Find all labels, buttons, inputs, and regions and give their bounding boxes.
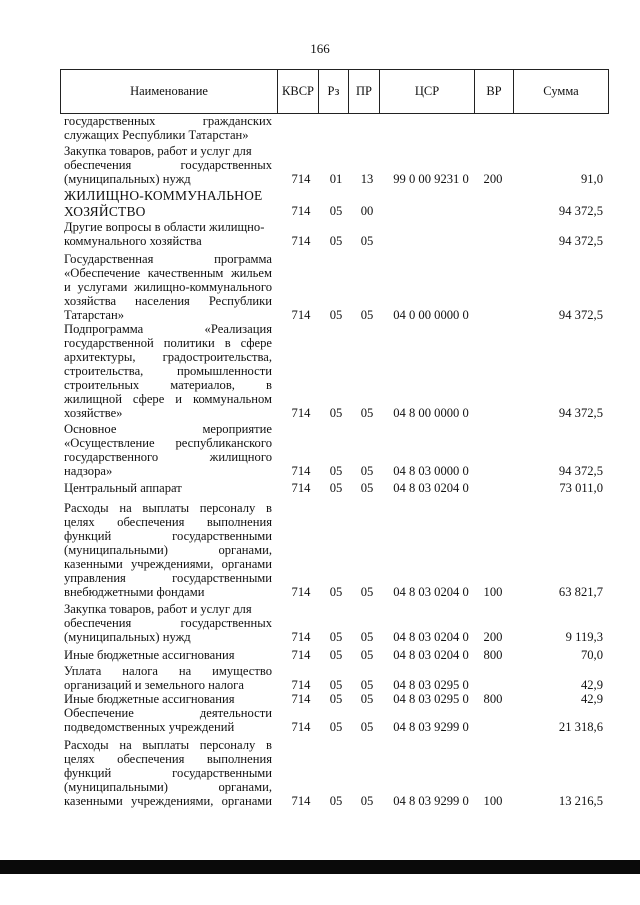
row-name-line: функций государственными bbox=[64, 766, 272, 780]
row-name-line: ХОЗЯЙСТВО bbox=[64, 203, 146, 219]
row-name-line: функций государственными bbox=[64, 529, 272, 543]
header-csr: ЦСР bbox=[380, 70, 475, 113]
cell-sum: 63 821,7 bbox=[558, 585, 603, 599]
cell-csr: 04 0 00 0000 0 bbox=[393, 308, 469, 322]
cell-csr: 04 8 03 0204 0 bbox=[393, 585, 469, 599]
cell-kvsr: 714 bbox=[291, 234, 311, 248]
row-name-line: архитектуры, градостроительства, bbox=[64, 350, 272, 364]
row-name bbox=[64, 664, 272, 692]
cell-sum: 94 372,5 bbox=[558, 203, 603, 218]
cell-sum: 70,0 bbox=[580, 648, 603, 662]
cell-rz: 05 bbox=[329, 481, 343, 495]
cell-pr: 05 bbox=[360, 794, 374, 808]
row-name-line: и услугами жилищно-коммунального bbox=[64, 280, 272, 294]
cell-rz: 05 bbox=[329, 406, 343, 420]
cell-kvsr: 714 bbox=[291, 172, 311, 186]
row-name-line: надзора» bbox=[64, 464, 113, 478]
cell-sum: 94 372,5 bbox=[558, 234, 603, 248]
cell-vr: 200 bbox=[483, 630, 503, 644]
row-name-line: государственного жилищного bbox=[64, 450, 272, 464]
row-name-line: «Обеспечение качественным жильем bbox=[64, 266, 272, 280]
cell-sum: 94 372,5 bbox=[558, 308, 603, 322]
header-kvsr: КВСР bbox=[278, 70, 319, 113]
cell-rz: 05 bbox=[329, 585, 343, 599]
row-name-line: Центральный аппарат bbox=[64, 481, 182, 495]
row-name-line: Основное мероприятие bbox=[64, 422, 272, 436]
cell-pr: 05 bbox=[360, 678, 374, 692]
cell-rz: 01 bbox=[329, 172, 343, 186]
page-number: 166 bbox=[310, 41, 330, 56]
cell-vr: 100 bbox=[483, 794, 503, 808]
cell-csr: 99 0 00 9231 0 bbox=[393, 172, 469, 186]
cell-rz: 05 bbox=[329, 692, 343, 706]
cell-rz: 05 bbox=[329, 630, 343, 644]
cell-sum: 21 318,6 bbox=[558, 720, 603, 734]
row-name-line: (муниципальными) органами, bbox=[64, 780, 272, 794]
cell-csr: 04 8 03 9299 0 bbox=[393, 794, 469, 808]
cell-rz: 05 bbox=[329, 648, 343, 662]
cell-kvsr: 714 bbox=[291, 481, 311, 495]
row-name-line: казенными учреждениями, органами bbox=[64, 557, 272, 571]
row-name-line: внебюджетными фондами bbox=[64, 585, 205, 599]
cell-rz: 05 bbox=[329, 720, 343, 734]
row-name-line: строительных материалов, в bbox=[64, 378, 272, 392]
row-name bbox=[64, 692, 272, 706]
cell-pr: 05 bbox=[360, 585, 374, 599]
row-name-line: Закупка товаров, работ и услуг для bbox=[64, 144, 252, 158]
cell-sum: 94 372,5 bbox=[558, 406, 603, 420]
row-name bbox=[64, 252, 272, 322]
row-name-line: Подпрограмма «Реализация bbox=[64, 322, 272, 336]
cell-kvsr: 714 bbox=[291, 794, 311, 808]
row-name-line: строительства, промышленности bbox=[64, 364, 272, 378]
row-name-line: Иные бюджетные ассигнования bbox=[64, 648, 235, 662]
cell-sum: 42,9 bbox=[580, 678, 603, 692]
cell-rz: 05 bbox=[329, 234, 343, 248]
cell-kvsr: 714 bbox=[291, 720, 311, 734]
cell-kvsr: 714 bbox=[291, 464, 311, 478]
row-name-line: обеспечения государственных bbox=[64, 158, 272, 172]
row-name-line: Уплата налога на имущество bbox=[64, 664, 272, 678]
row-name-line: ЖИЛИЩНО-КОММУНАЛЬНОЕ bbox=[64, 188, 263, 203]
row-name bbox=[64, 602, 272, 644]
cell-vr: 800 bbox=[483, 648, 503, 662]
cell-pr: 05 bbox=[360, 234, 374, 248]
cell-csr: 04 8 03 0204 0 bbox=[393, 481, 469, 495]
row-name-line: «Осуществление республиканского bbox=[64, 436, 272, 450]
row-name-line: государственных гражданских bbox=[64, 114, 272, 128]
row-name-line: Иные бюджетные ассигнования bbox=[64, 692, 235, 706]
cell-sum: 13 216,5 bbox=[558, 794, 603, 808]
cell-pr: 05 bbox=[360, 464, 374, 478]
row-name-line: Государственная программа bbox=[64, 252, 272, 266]
header-pr: ПР bbox=[349, 70, 380, 113]
cell-sum: 94 372,5 bbox=[558, 464, 603, 478]
row-name bbox=[64, 738, 272, 808]
row-name bbox=[64, 220, 272, 248]
cell-sum: 9 119,3 bbox=[565, 630, 603, 644]
row-name-line: Расходы на выплаты персоналу в bbox=[64, 738, 272, 752]
row-name-line: хозяйства населения Республики bbox=[64, 294, 272, 308]
row-name bbox=[64, 706, 272, 734]
row-name bbox=[64, 648, 272, 662]
cell-kvsr: 714 bbox=[291, 630, 311, 644]
header-vr: ВР bbox=[475, 70, 514, 113]
row-name-line: обеспечения государственных bbox=[64, 616, 272, 630]
row-name-line: казенными учреждениями, органами bbox=[64, 794, 272, 808]
cell-csr: 04 8 00 0000 0 bbox=[393, 406, 469, 420]
cell-csr: 04 8 03 9299 0 bbox=[393, 720, 469, 734]
cell-pr: 13 bbox=[360, 172, 374, 186]
row-name-line: целях обеспечения выполнения bbox=[64, 515, 272, 529]
row-name-line: Обеспечение деятельности bbox=[64, 706, 272, 720]
table-header bbox=[60, 69, 609, 114]
cell-kvsr: 714 bbox=[291, 406, 311, 420]
cell-sum: 42,9 bbox=[580, 692, 603, 706]
row-name bbox=[64, 322, 272, 420]
row-name-line: хозяйстве» bbox=[64, 406, 123, 420]
row-name-line: целях обеспечения выполнения bbox=[64, 752, 272, 766]
cell-vr: 800 bbox=[483, 692, 503, 706]
cell-pr: 05 bbox=[360, 406, 374, 420]
row-name bbox=[64, 188, 272, 219]
cell-pr: 05 bbox=[360, 308, 374, 322]
cell-pr: 05 bbox=[360, 481, 374, 495]
row-name-line: (муниципальных) нужд bbox=[64, 172, 191, 186]
header-sum: Сумма bbox=[543, 84, 579, 98]
row-name bbox=[64, 114, 272, 142]
cell-csr: 04 8 03 0295 0 bbox=[393, 692, 469, 706]
cell-rz: 05 bbox=[329, 678, 343, 692]
cell-rz: 05 bbox=[329, 794, 343, 808]
cell-sum: 91,0 bbox=[580, 172, 603, 186]
row-name-line: служащих Республики Татарстан» bbox=[64, 128, 249, 142]
row-name-line: (муниципальных) нужд bbox=[64, 630, 191, 644]
cell-kvsr: 714 bbox=[291, 692, 311, 706]
header-rz: Рз bbox=[319, 70, 349, 113]
cell-kvsr: 714 bbox=[291, 585, 311, 599]
row-name bbox=[64, 144, 272, 186]
cell-rz: 05 bbox=[329, 464, 343, 478]
cell-csr: 04 8 03 0204 0 bbox=[393, 648, 469, 662]
cell-vr: 100 bbox=[483, 585, 503, 599]
cell-pr: 05 bbox=[360, 692, 374, 706]
row-name-line: подведомственных учреждений bbox=[64, 720, 235, 734]
table-body bbox=[0, 114, 640, 854]
row-name-line: жилищной сфере и коммунальном bbox=[64, 392, 272, 406]
cell-rz: 05 bbox=[329, 203, 343, 218]
cell-pr: 05 bbox=[360, 630, 374, 644]
cell-pr: 05 bbox=[360, 720, 374, 734]
row-name-line: коммунального хозяйства bbox=[64, 234, 202, 248]
header-name: Наименование bbox=[61, 70, 278, 113]
row-name bbox=[64, 481, 272, 495]
row-name-line: (муниципальными) органами, bbox=[64, 543, 272, 557]
cell-vr: 200 bbox=[483, 172, 503, 186]
cell-sum: 73 011,0 bbox=[559, 481, 603, 495]
cell-csr: 04 8 03 0000 0 bbox=[393, 464, 469, 478]
cell-pr: 00 bbox=[360, 203, 374, 218]
row-name bbox=[64, 422, 272, 478]
cell-kvsr: 714 bbox=[291, 678, 311, 692]
row-name-line: государственной политики в сфере bbox=[64, 336, 272, 350]
cell-csr: 04 8 03 0295 0 bbox=[393, 678, 469, 692]
row-name-line: управления государственными bbox=[64, 571, 272, 585]
cell-csr: 04 8 03 0204 0 bbox=[393, 630, 469, 644]
row-name bbox=[64, 501, 272, 599]
cell-rz: 05 bbox=[329, 308, 343, 322]
row-name-line: Другие вопросы в области жилищно- bbox=[64, 220, 265, 234]
row-name-line: Татарстан» bbox=[64, 308, 125, 322]
cell-kvsr: 714 bbox=[291, 648, 311, 662]
row-name-line: Закупка товаров, работ и услуг для bbox=[64, 602, 252, 616]
row-name-line: Расходы на выплаты персоналу в bbox=[64, 501, 272, 515]
cell-kvsr: 714 bbox=[291, 203, 311, 218]
row-name-line: организаций и земельного налога bbox=[64, 678, 244, 692]
bottom-scan-border bbox=[0, 860, 640, 874]
cell-pr: 05 bbox=[360, 648, 374, 662]
cell-kvsr: 714 bbox=[291, 308, 311, 322]
